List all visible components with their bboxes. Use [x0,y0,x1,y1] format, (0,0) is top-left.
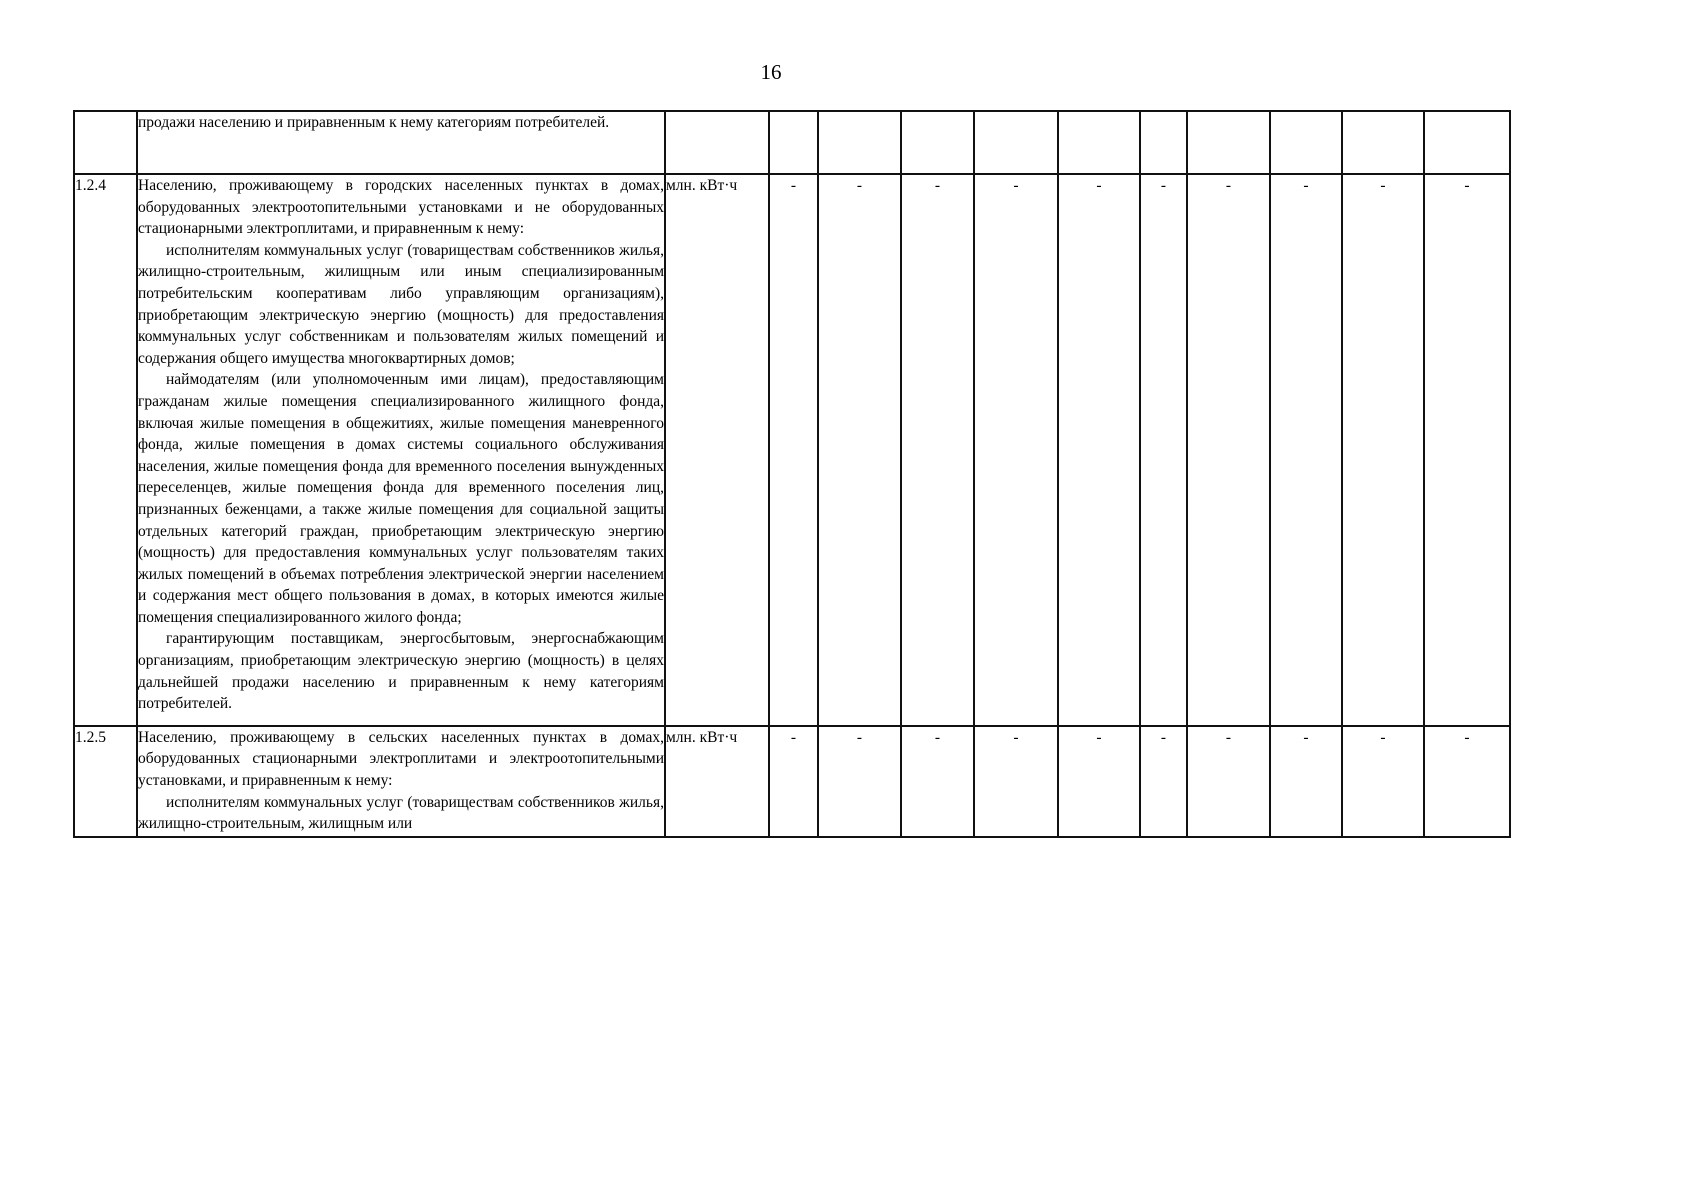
value-cell: - [974,174,1058,726]
table-row [74,111,1510,174]
value-cell: - [1058,726,1140,837]
value-cell: - [1270,174,1342,726]
unit-cell: млн. кВт·ч [665,726,769,837]
value-cell [1342,111,1424,174]
unit-cell [665,111,769,174]
value-cell [1140,111,1187,174]
row-paragraph: исполнителям коммунальных услуг (товариществам собственников жилья, жилищно-строительным, жилищным или иным специализированным потребительским кооперативам либо управляющим организациям), приобретающим электрическую энергию (мощность) для предоставления коммунальных услуг собственникам и пользователям жилых помещений и содержания общего имущества многоквартирных домов; [138,241,664,367]
row-paragraph: продажи населению и приравненным к нему категориям потребителей. [138,114,610,131]
row-number-cell [74,111,137,174]
row-number-cell: 1.2.5 [74,726,137,837]
value-cell: - [1187,726,1270,837]
value-cell [1270,111,1342,174]
value-cell [901,111,974,174]
value-cell: - [1342,174,1424,726]
row-paragraph: исполнителям коммунальных услуг (товариществам собственников жилья, жилищно-строительным, жилищным или [138,793,664,833]
row-paragraph: Населению, проживающему в городских населенных пунктах в домах, оборудованных электроотопительными установками и не оборудованных стационарными электроплитами, и приравненным к нему: [138,177,664,238]
unit-cell: млн. кВт·ч [665,174,769,726]
row-paragraph: Населению, проживающему в сельских населенных пунктах в домах, оборудованных стационарными электроплитами и электроотопительными установками, и приравненным к нему: [138,728,664,790]
value-cell: - [818,174,901,726]
value-cell: - [1140,174,1187,726]
table-row [74,726,1510,837]
page-number: 16 [760,60,782,84]
data-table [73,110,1511,838]
value-cell [1058,111,1140,174]
value-cell [1187,111,1270,174]
value-cell: - [974,726,1058,837]
value-cell: - [901,726,974,837]
row-text-cell [137,111,665,174]
table-row [74,174,1510,726]
row-paragraph: гарантирующим поставщикам, энергосбытовым, энергоснабжающим организациям, приобретающим электрическую энергию (мощность) в целях дальнейшей продажи населению и приравненным к нему категориям потребителей. [138,630,664,713]
value-cell: - [1270,726,1342,837]
value-cell: - [818,726,901,837]
value-cell: - [901,174,974,726]
row-number-cell: 1.2.4 [74,174,137,726]
value-cell: - [1342,726,1424,837]
value-cell: - [1140,726,1187,837]
value-cell: - [1058,174,1140,726]
value-cell: - [1424,174,1510,726]
value-cell [974,111,1058,174]
value-cell [818,111,901,174]
value-cell: - [769,174,818,726]
value-cell [1424,111,1510,174]
value-cell: - [769,726,818,837]
row-text-cell [137,174,665,726]
row-text-cell [137,726,665,837]
value-cell: - [1424,726,1510,837]
value-cell [769,111,818,174]
row-paragraph: наймодателям (или уполномоченным ими лицам), предоставляющим гражданам жилые помещения специализированного жилищного фонда, включая жилые помещения в общежитиях, жилые помещения маневренного фонда, жилые помещения в домах системы социального обслуживания населения, жилые помещения фонда для временного поселения вынужденных переселенцев, жилые помещения фонда для временного поселения лиц, признанных беженцами, а также жилые помещения для социальной защиты отдельных категорий граждан, приобретающим электрическую энергию (мощность) для предоставления коммунальных услуг пользователям таких жилых помещений в объемах потребления электрической энергии населением и содержания мест общего пользования в домах, в которых имеются жилые помещения специализированного жилого фонда; [138,371,664,626]
value-cell: - [1187,174,1270,726]
